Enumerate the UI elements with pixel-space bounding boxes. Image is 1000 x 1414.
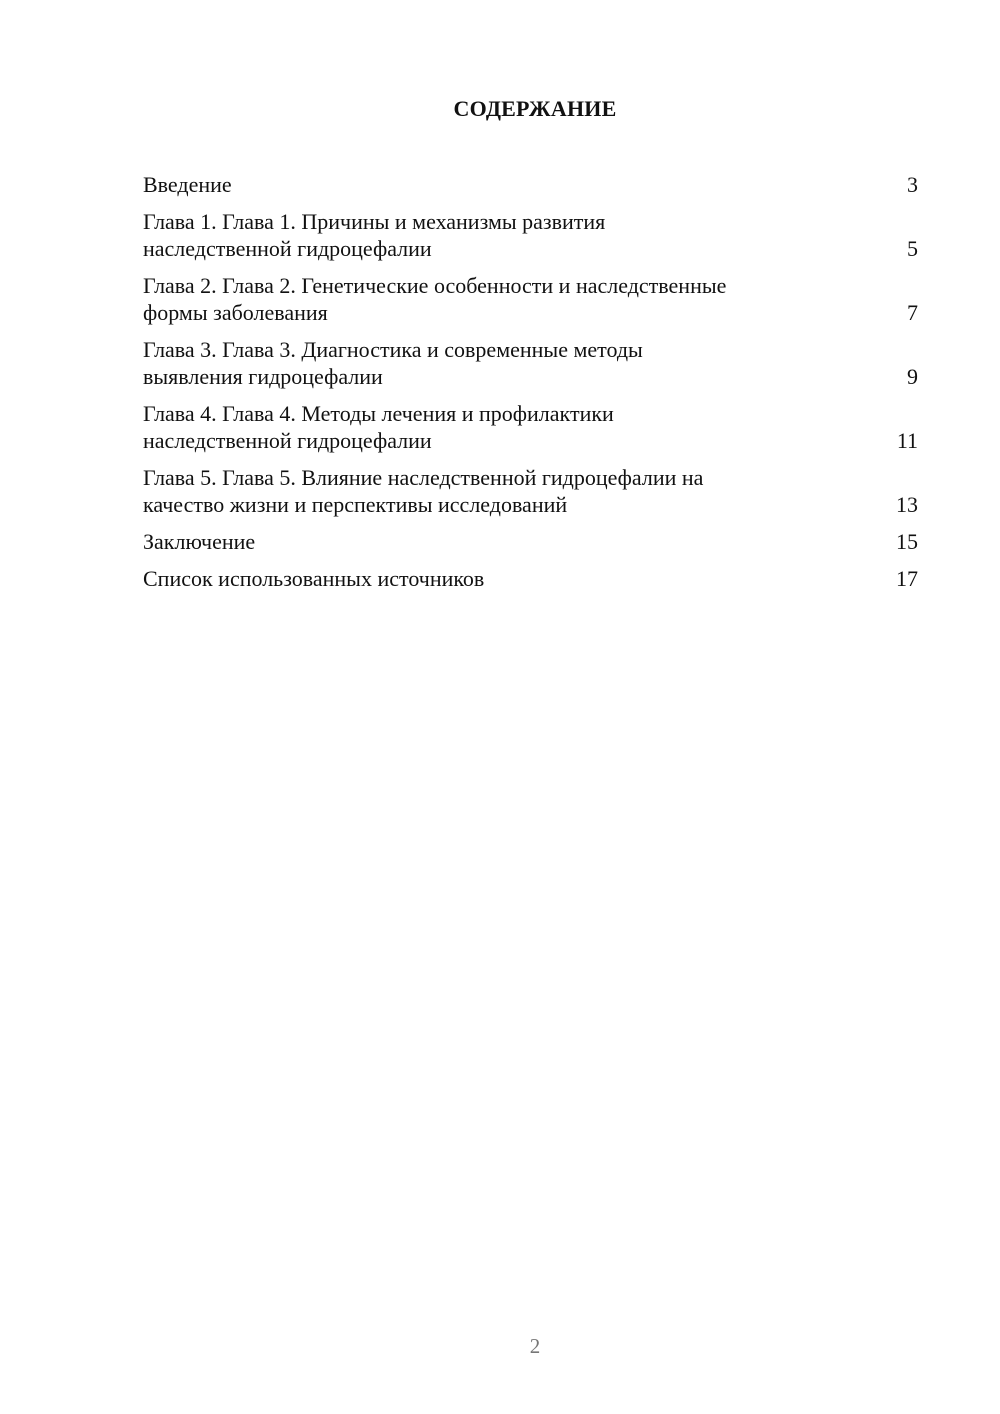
toc-entry-conclusion[interactable] bbox=[143, 528, 918, 555]
toc-entry-title-continued: формы заболевания bbox=[143, 300, 328, 325]
toc-entry-page: 13 bbox=[896, 492, 918, 517]
toc-entry-page: 3 bbox=[907, 172, 918, 197]
toc-entry-page: 15 bbox=[896, 529, 918, 554]
toc-entry-chapter-2[interactable] bbox=[143, 272, 918, 326]
toc-entry-title: Глава 2. Глава 2. Генетические особенности и наследственные bbox=[143, 273, 727, 298]
toc-entry-page: 17 bbox=[896, 566, 918, 591]
toc-entry-page: 9 bbox=[907, 364, 918, 389]
toc-entry-references[interactable] bbox=[143, 565, 918, 592]
page-number: 2 bbox=[529, 1334, 541, 1358]
toc-entry-title: Глава 5. Глава 5. Влияние наследственной гидроцефалии на bbox=[143, 465, 704, 490]
table-of-contents bbox=[143, 171, 918, 602]
toc-entry-title: Глава 3. Глава 3. Диагностика и современные методы bbox=[143, 337, 643, 362]
toc-entry-title-continued: качество жизни и перспективы исследований bbox=[143, 492, 568, 517]
toc-entry-chapter-1[interactable] bbox=[143, 208, 918, 262]
toc-entry-title-continued: выявления гидроцефалии bbox=[143, 364, 383, 389]
toc-entry-page: 5 bbox=[907, 236, 918, 261]
toc-entry-title: Глава 1. Глава 1. Причины и механизмы развития bbox=[143, 209, 606, 234]
toc-entry-chapter-3[interactable] bbox=[143, 336, 918, 390]
toc-entry-title-continued: наследственной гидроцефалии bbox=[143, 428, 432, 453]
toc-entry-title: Введение bbox=[143, 172, 232, 197]
toc-entry-title-continued: наследственной гидроцефалии bbox=[143, 236, 432, 261]
toc-entry-title: Глава 4. Глава 4. Методы лечения и профилактики bbox=[143, 401, 614, 426]
toc-entry-chapter-4[interactable] bbox=[143, 400, 918, 454]
toc-entry-title: Список использованных источников bbox=[143, 566, 485, 591]
toc-entry-page: 7 bbox=[907, 300, 918, 325]
toc-entry-chapter-5[interactable] bbox=[143, 464, 918, 518]
toc-entry-introduction[interactable] bbox=[143, 171, 918, 198]
toc-entry-title: Заключение bbox=[143, 529, 256, 554]
toc-entry-page: 11 bbox=[896, 428, 918, 453]
page-title: СОДЕРЖАНИЕ bbox=[453, 96, 617, 121]
